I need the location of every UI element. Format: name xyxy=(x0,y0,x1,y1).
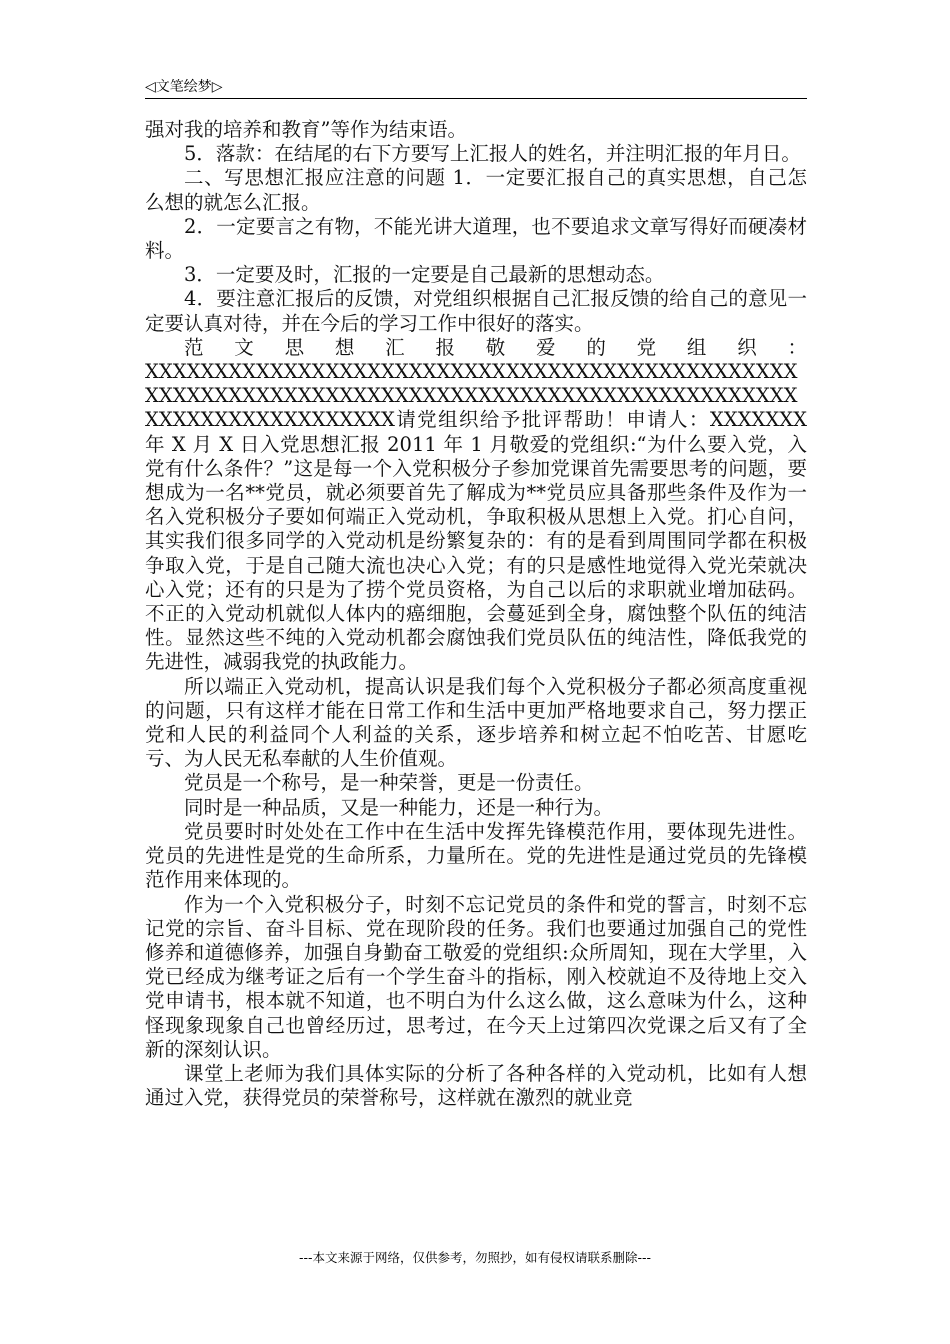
paragraph-2: 5．落款：在结尾的右下方要写上汇报人的姓名，并注明汇报的年月日。 xyxy=(184,142,801,166)
paragraph-6: 4．要注意汇报后的反馈，对党组织根据自己汇报反馈的给自己的意见一定要认真对待，并在今后的学习工作中很好的落实。 xyxy=(145,287,807,335)
left-triangle-icon: ◁ xyxy=(145,79,156,95)
paragraph-11: 党员要时时处处在工作中在生活中发挥先锋模范作用，要体现先进性。党员的先进性是党的生命所系，力量所在。党的先进性是通过党员的先锋模范作用来体现的。 xyxy=(145,819,807,892)
paragraph-5: 3．一定要及时，汇报的一定要是自己最新的思想动态。 xyxy=(184,263,665,287)
paragraph-13: 课堂上老师为我们具体实际的分析了各种各样的入党动机，比如有人想通过入党，获得党员的荣誉称号，这样就在激烈的就业竞 xyxy=(145,1061,807,1110)
document-body xyxy=(145,118,807,1110)
paragraph-12: 作为一个入党积极分子，时刻不忘记党员的条件和党的誓言，时刻不忘记党的宗旨、奋斗目标、党在现阶段的任务。我们也要通过加强自己的党性修养和道德修养，加强自身勤奋工敬爱的党组织:众所周知，现在大学里，入党已经成为继考证之后有一个学生奋斗的指标，刚入校就迫不及待地上交入党申请书，根本就不知道，也不明白为什么这么做，这么意味为什么，这种怪现象现象自己也曾经历过，思考过，在今天上过第四次党课之后又有了全新的深刻认识。 xyxy=(145,892,807,1061)
paragraph-3: 二、写思想汇报应注意的问题 1．一定要汇报自己的真实思想，自己怎么想的就怎么汇报。 xyxy=(145,166,807,214)
page-footer: ---本文来源于网络，仅供参考，勿照抄，如有侵权请联系删除--- xyxy=(298,1250,652,1265)
sample-heading: 范文思想汇报敬爱的党组织： xyxy=(184,335,807,359)
right-triangle-icon: ▷ xyxy=(211,79,223,95)
page-header xyxy=(145,74,807,99)
paragraph-7: XXXXXXXXXXXXXXXXXXXXXXXXXXXXXXXXXXXXXXXXXXXXXXXXXXXXXXXXXXXXXXXXXXXXXXXXXXXXXXXXXXXXXXXXXXXXXXXXXXXXXXXXXXXXXXXX请党组织给予批评帮助！申请人：XXXXXXX 年 X 月 X 日入党思想汇报 2011 年 1 月敬爱的党组织:“为什么要入党，入党有什么条件？”这是每一个入党积极分子参加党课首先需要思考的问题，要想成为一名**党员，就必须要首先了解成为**党员应具备那些条件及作为一名入党积极分子要如何端正入党动机，争取积极从思想上入党。扪心自问，其实我们很多同学的入党动机是纷繁复杂的：有的是看到周围同学都在积极争取入党，于是自己随大流也决心入党；有的只是感性地觉得入党光荣就决心入党；还有的只是为了捞个党员资格，为自己以后的求职就业增加砝码。不正的入党动机就似人体内的癌细胞，会蔓延到全身，腐蚀整个队伍的纯洁性。显然这些不纯的入党动机都会腐蚀我们党员队伍的纯洁性，降低我党的先进性，减弱我党的执政能力。 xyxy=(145,360,807,674)
paragraph-10: 同时是一种品质，又是一种能力，还是一种行为。 xyxy=(184,795,614,819)
paragraph-9: 党员是一个称号，是一种荣誉，更是一份责任。 xyxy=(184,771,594,795)
header-brand xyxy=(145,76,223,96)
paragraph-4: 2．一定要言之有物，不能光讲大道理，也不要追求文章写得好而硬凑材料。 xyxy=(145,214,807,263)
paragraph-1: 强对我的培养和教育”等作为结束语。 xyxy=(145,118,467,141)
paragraph-8: 所以端正入党动机，提高认识是我们每个入党积极分子都必须高度重视的问题，只有这样才能在日常工作和生活中更加严格地要求自己，努力摆正党和人民的利益同个人利益的关系，逐步培养和树立起不怕吃苦、甘愿吃亏、为人民无私奉献的人生价值观。 xyxy=(145,674,807,771)
brand-name: 文笔绘梦 xyxy=(155,79,212,95)
